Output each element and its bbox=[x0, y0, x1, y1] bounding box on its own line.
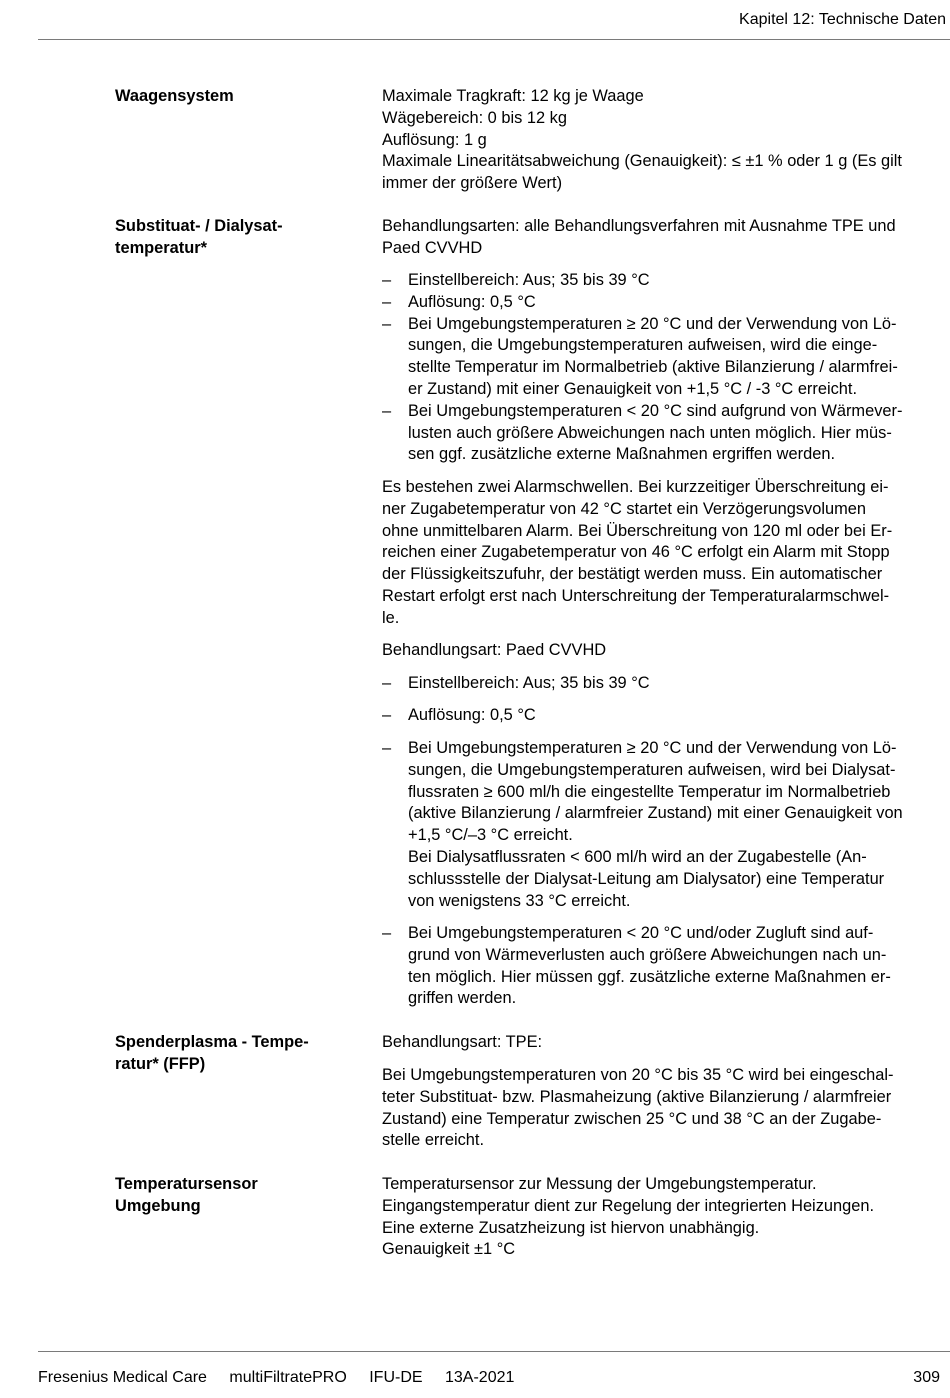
text-line: von wenigstens 33 °C erreicht. bbox=[408, 891, 631, 910]
text-line: Behandlungsarten: alle Behandlungsverfahren mit Ausnahme TPE und bbox=[382, 217, 896, 235]
text-line: Maximale Tragkraft: 12 kg je Waage bbox=[382, 87, 644, 105]
text-line: griffen werden. bbox=[408, 989, 517, 1008]
alarm-paragraph bbox=[382, 477, 947, 630]
footer-product: multiFiltratePRO bbox=[229, 1369, 347, 1386]
page-number: 309 bbox=[913, 1369, 940, 1386]
bullet-list-paed-2 bbox=[382, 705, 947, 727]
text-line: lusten auch größere Abweichungen nach unten möglich. Hier müs- bbox=[408, 423, 892, 442]
text-line: ohne unmittelbaren Alarm. Bei Überschreitung von 120 ml oder bei Er- bbox=[382, 521, 893, 540]
dash-bullet: – bbox=[382, 292, 392, 311]
text-line: Einstellbereich: Aus; 35 bis 39 °C bbox=[408, 271, 650, 289]
section-intro-substituat bbox=[382, 216, 947, 260]
text-line: Auflösung: 0,5 °C bbox=[408, 292, 536, 311]
text-line: (aktive Bilanzierung / alarmfreier Zustand) mit einer Genauigkeit von bbox=[408, 804, 903, 823]
chapter-header: Kapitel 12: Technische Daten bbox=[739, 11, 946, 28]
text-line: Eingangstemperatur dient zur Regelung der integrierten Heizungen. bbox=[382, 1196, 875, 1215]
text-line: +1,5 °C/–3 °C erreicht. bbox=[408, 826, 573, 845]
list-item bbox=[382, 923, 947, 1010]
label-line: Temperatursensor bbox=[115, 1175, 258, 1193]
text-line: Temperatursensor zur Messung der Umgebungstemperatur. bbox=[382, 1175, 817, 1193]
text-line: sungen, die Umgebungstemperaturen aufweisen, wird bei Dialysat- bbox=[408, 760, 896, 779]
text-line: stellte Temperatur im Normalbetrieb (aktive Bilanzierung / alarmfrei- bbox=[408, 358, 898, 377]
footer-version: 13A-2021 bbox=[445, 1369, 515, 1386]
text-line: le. bbox=[382, 608, 400, 627]
section-body-waagensystem bbox=[382, 86, 947, 195]
text-line: Zustand) eine Temperatur zwischen 25 °C und 38 °C an der Zugabe- bbox=[382, 1109, 882, 1128]
list-item bbox=[382, 673, 947, 695]
label-line: ratur* (FFP) bbox=[115, 1054, 206, 1073]
text-line: der Flüssigkeitszufuhr, der bestätigt werden muss. Ein automatischer bbox=[382, 565, 883, 584]
list-item bbox=[382, 401, 947, 466]
text-line: Bei Umgebungstemperaturen ≥ 20 °C und der Verwendung von Lö- bbox=[408, 314, 897, 333]
list-item bbox=[382, 270, 947, 292]
text-line: Bei Umgebungstemperaturen < 20 °C sind aufgrund von Wärmever- bbox=[408, 401, 903, 420]
list-item bbox=[382, 314, 947, 401]
dash-bullet: – bbox=[382, 271, 392, 289]
text-line: Eine externe Zusatzheizung ist hiervon unabhängig. bbox=[382, 1218, 760, 1237]
dash-bullet: – bbox=[382, 314, 392, 333]
bullet-list-paed-1 bbox=[382, 673, 947, 695]
dash-bullet: – bbox=[382, 924, 392, 942]
text-line: Auflösung: 0,5 °C bbox=[408, 706, 536, 724]
text-line: ner Zugabetemperatur von 42 °C startet ein Verzögerungsvolumen bbox=[382, 499, 866, 518]
text-line: flussraten ≥ 600 ml/h die eingestellte Temperatur im Normalbetrieb bbox=[408, 782, 891, 801]
bullet-list-paed-4 bbox=[382, 923, 947, 1010]
text-line: immer der größere Wert) bbox=[382, 174, 563, 193]
list-item bbox=[382, 705, 947, 727]
bullet-list-substituat-1 bbox=[382, 270, 947, 466]
dash-bullet: – bbox=[382, 674, 392, 692]
dash-bullet: – bbox=[382, 739, 392, 757]
tpe-paragraph bbox=[382, 1065, 947, 1152]
section-label-substituat bbox=[115, 216, 283, 260]
section-label-temperatursensor bbox=[115, 1174, 258, 1218]
label-line: Substituat- / Dialysat- bbox=[115, 217, 283, 235]
section-label-waagensystem: Waagensystem bbox=[115, 87, 234, 105]
dash-bullet: – bbox=[382, 706, 392, 724]
label-line: temperatur* bbox=[115, 238, 207, 257]
paed-intro: Behandlungsart: Paed CVVHD bbox=[382, 641, 607, 659]
text-line: grund von Wärmeverlusten auch größere Abweichungen nach un- bbox=[408, 945, 887, 964]
text-line: stelle erreicht. bbox=[382, 1131, 485, 1150]
text-line: Maximale Linearitätsabweichung (Genauigkeit): ≤ ±1 % oder 1 g (Es gilt bbox=[382, 152, 902, 171]
text-line: Bei Umgebungstemperaturen < 20 °C und/oder Zugluft sind auf- bbox=[408, 924, 874, 942]
label-line: Umgebung bbox=[115, 1196, 201, 1215]
text-line: schlussstelle der Dialysat-Leitung am Dialysator) eine Temperatur bbox=[408, 869, 885, 888]
text-line: Bei Dialysatflussraten < 600 ml/h wird an der Zugabestelle (An- bbox=[408, 847, 867, 866]
section-body-temperatursensor bbox=[382, 1174, 947, 1261]
footer-info bbox=[38, 1367, 532, 1389]
text-line: Auflösung: 1 g bbox=[382, 130, 487, 149]
footer-doc: IFU-DE bbox=[369, 1369, 423, 1386]
text-line: Bei Umgebungstemperaturen von 20 °C bis 35 °C wird bei eingeschal- bbox=[382, 1066, 894, 1084]
text-line: Genauigkeit ±1 °C bbox=[382, 1240, 516, 1259]
footer-divider bbox=[38, 1351, 950, 1352]
text-line: Einstellbereich: Aus; 35 bis 39 °C bbox=[408, 674, 650, 692]
text-line: ten möglich. Hier müssen ggf. zusätzliche externe Maßnahmen er- bbox=[408, 967, 891, 986]
dash-bullet: – bbox=[382, 401, 392, 420]
text-line: Paed CVVHD bbox=[382, 238, 483, 257]
text-line: sungen, die Umgebungstemperaturen aufweisen, wird die einge- bbox=[408, 336, 878, 355]
text-line: Wägebereich: 0 bis 12 kg bbox=[382, 108, 567, 127]
header-divider bbox=[38, 39, 950, 40]
label-line: Spenderplasma - Tempe- bbox=[115, 1033, 309, 1051]
text-line: Bei Umgebungstemperaturen ≥ 20 °C und der Verwendung von Lö- bbox=[408, 739, 897, 757]
text-line: teter Substituat- bzw. Plasmaheizung (aktive Bilanzierung / alarmfreier bbox=[382, 1087, 892, 1106]
tpe-intro: Behandlungsart: TPE: bbox=[382, 1033, 543, 1051]
list-item bbox=[382, 738, 947, 912]
text-line: er Zustand) mit einer Genauigkeit von +1,5 °C / -3 °C erreicht. bbox=[408, 379, 858, 398]
text-line: reichen einer Zugabetemperatur von 46 °C erfolgt ein Alarm mit Stopp bbox=[382, 543, 890, 562]
text-line: Es bestehen zwei Alarmschwellen. Bei kurzzeitiger Überschreitung ei- bbox=[382, 478, 889, 496]
text-line: Restart erfolgt erst nach Unterschreitung der Temperaturalarmschwel- bbox=[382, 586, 890, 605]
list-item bbox=[382, 292, 947, 314]
section-label-spenderplasma bbox=[115, 1032, 309, 1076]
text-line: sen ggf. zusätzliche externe Maßnahmen ergriffen werden. bbox=[408, 445, 835, 464]
footer-company: Fresenius Medical Care bbox=[38, 1369, 207, 1386]
bullet-list-paed-3 bbox=[382, 738, 947, 912]
